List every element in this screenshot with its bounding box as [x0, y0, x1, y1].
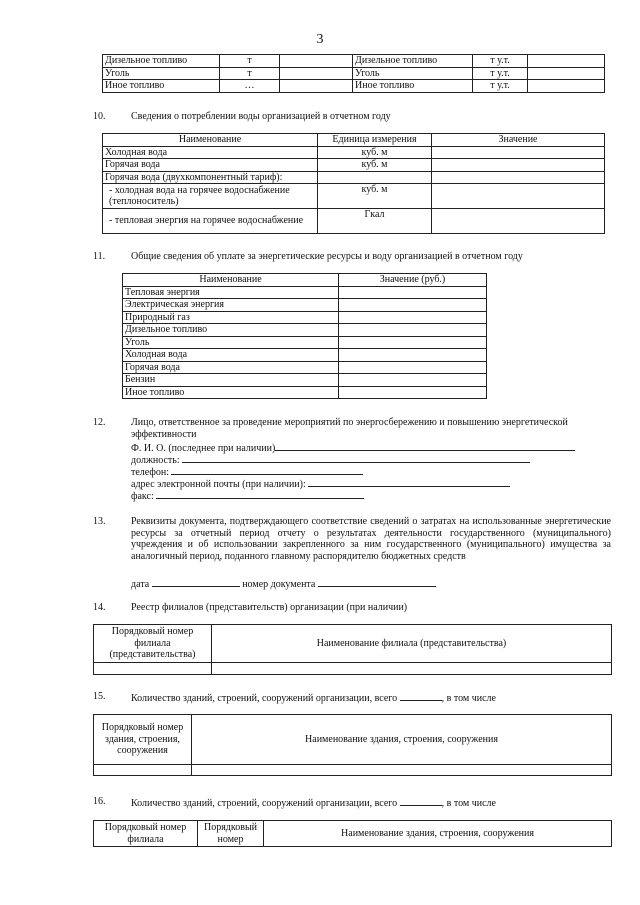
section-12-title — [131, 417, 611, 429]
fuel-name-cell: Дизельное топливо — [103, 55, 220, 68]
fuel-table — [102, 54, 605, 93]
fuel-value-cell — [528, 67, 605, 80]
section-15-title-a: Количество зданий, строений, сооружений организации, всего — [131, 693, 398, 704]
payment-value-cell — [339, 386, 487, 399]
branch-registry-table — [93, 624, 612, 675]
fuel-unit-cell: т — [220, 55, 280, 68]
water-value-cell — [432, 159, 605, 172]
position-input-line[interactable] — [182, 453, 530, 463]
section-14-number: 14. — [93, 602, 106, 613]
table-row — [123, 361, 487, 374]
water-name-cell: Холодная вода — [103, 146, 318, 159]
table-row — [103, 209, 605, 234]
date-label: дата — [131, 579, 150, 590]
water-name-cell: - тепловая энергия на горячее водоснабжение — [103, 209, 318, 234]
branch-name-cell — [212, 663, 612, 675]
payment-value-cell — [339, 286, 487, 299]
phone-label: телефон: — [131, 467, 169, 478]
buildings-table — [93, 714, 612, 776]
water-unit-cell: Гкал — [318, 209, 432, 234]
section-15-title — [131, 691, 496, 705]
table-header-row — [94, 821, 612, 847]
table-row — [123, 286, 487, 299]
water-value-cell — [432, 171, 605, 184]
branch-buildings-table — [93, 820, 612, 847]
table-row — [94, 663, 612, 675]
fuel-unit-cell: т — [220, 67, 280, 80]
fuel-value-cell — [528, 55, 605, 68]
column-header: Единица измерения — [318, 134, 432, 147]
column-header: Наименование — [123, 274, 339, 287]
section-15-title-b: , в том числе — [441, 693, 496, 704]
table-header-row — [103, 134, 605, 147]
column-header: Наименование — [103, 134, 318, 147]
section-14-title: Реестр филиалов (представительств) организации (при наличии) — [131, 602, 408, 613]
phone-input-line[interactable] — [171, 465, 363, 475]
payment-name-cell: Бензин — [123, 374, 339, 387]
fax-field[interactable] — [131, 489, 364, 503]
payment-name-cell: Тепловая энергия — [123, 286, 339, 299]
payment-name-cell: Горячая вода — [123, 361, 339, 374]
docnum-input-line[interactable] — [318, 577, 436, 587]
fuel-unit-cell: … — [220, 80, 280, 93]
column-header: Порядковый номер — [198, 821, 264, 847]
payment-value-cell — [339, 311, 487, 324]
fuel-name-cell: Дизельное топливо — [353, 55, 473, 68]
water-unit-cell: куб. м — [318, 146, 432, 159]
water-value-cell — [432, 146, 605, 159]
table-row — [123, 311, 487, 324]
section-12-title-line1: Лицо, ответственное за проведение мероприятий по энергосбережению и повышению энергетической — [131, 417, 568, 428]
table-row — [103, 184, 605, 209]
fio-label: Ф. И. О. (последнее при наличии) — [131, 443, 276, 454]
fuel-name-cell: Уголь — [103, 67, 220, 80]
water-unit-cell: куб. м — [318, 159, 432, 172]
section-16-number: 16. — [93, 796, 106, 807]
date-input-line[interactable] — [152, 577, 240, 587]
email-label: адрес электронной почты (при наличии): — [131, 479, 306, 490]
energy-payment-table — [122, 273, 487, 399]
payment-name-cell: Уголь — [123, 336, 339, 349]
table-row — [94, 765, 612, 776]
docnum-label: номер документа — [242, 579, 316, 590]
section-16-title — [131, 796, 496, 810]
fuel-name-cell: Уголь — [353, 67, 473, 80]
payment-name-cell: Холодная вода — [123, 349, 339, 362]
table-row — [123, 349, 487, 362]
water-name-cell: Горячая вода — [103, 159, 318, 172]
water-consumption-table — [102, 133, 605, 234]
table-row — [123, 374, 487, 387]
fuel-value-cell — [280, 55, 353, 68]
section-16-title-b: , в том числе — [441, 798, 496, 809]
payment-value-cell — [339, 324, 487, 337]
fuel-unit-cell: т у.т. — [473, 55, 528, 68]
column-header: Наименование филиала (представительства) — [212, 625, 612, 663]
section-16-title-a: Количество зданий, строений, сооружений организации, всего — [131, 798, 398, 809]
table-header-row — [94, 715, 612, 765]
page-number: 3 — [316, 32, 324, 47]
section-13-text: Реквизиты документа, подтверждающего соответствие сведений о затратах на использованные энергетические ресурсы за отчетный период отчету о результатах деятельности государственного (муниципального) учреждения и об использовании закрепленного за ним государственного (муниципального) имущества за аналогичный период, поданного главному распорядителю бюджетных средств — [131, 516, 611, 562]
payment-name-cell: Дизельное топливо — [123, 324, 339, 337]
section-11-number: 11. — [93, 251, 106, 262]
table-row — [103, 159, 605, 172]
column-header: Наименование здания, строения, сооружения — [192, 715, 612, 765]
water-name-cell: Горячая вода (двухкомпонентный тариф): — [103, 171, 318, 184]
table-header-row — [123, 274, 487, 287]
payment-value-cell — [339, 336, 487, 349]
column-header: Порядковый номер здания, строения, сооружения — [94, 715, 192, 765]
fuel-unit-cell: т у.т. — [473, 67, 528, 80]
building-number-cell — [94, 765, 192, 776]
water-unit-cell — [318, 171, 432, 184]
section-15-number: 15. — [93, 691, 106, 702]
document-requisites-fields — [131, 577, 436, 591]
fax-input-line[interactable] — [156, 489, 364, 499]
column-header: Порядковый номер филиала (представительства) — [94, 625, 212, 663]
water-value-cell — [432, 184, 605, 209]
fax-label: факс: — [131, 491, 154, 502]
payment-value-cell — [339, 374, 487, 387]
fuel-value-cell — [528, 80, 605, 93]
fuel-name-cell: Иное топливо — [353, 80, 473, 93]
table-row — [103, 146, 605, 159]
buildings-count-input-line[interactable] — [400, 691, 442, 701]
water-value-cell — [432, 209, 605, 234]
payment-name-cell: Природный газ — [123, 311, 339, 324]
table-row — [103, 171, 605, 184]
table-header-row — [94, 625, 612, 663]
fuel-unit-cell: т у.т. — [473, 80, 528, 93]
water-name-cell: - холодная вода на горячее водоснабжение (теплоноситель) — [103, 184, 318, 209]
section-10-number: 10. — [93, 111, 106, 122]
section-12-number: 12. — [93, 417, 106, 428]
section-13-number: 13. — [93, 516, 106, 527]
column-header: Значение (руб.) — [339, 274, 487, 287]
column-header: Значение — [432, 134, 605, 147]
position-label: должность: — [131, 455, 180, 466]
payment-name-cell: Электрическая энергия — [123, 299, 339, 312]
payment-value-cell — [339, 299, 487, 312]
branch-number-cell — [94, 663, 212, 675]
table-row — [103, 67, 605, 80]
building-name-cell — [192, 765, 612, 776]
column-header: Наименование здания, строения, сооружения — [264, 821, 612, 847]
table-row — [123, 386, 487, 399]
payment-value-cell — [339, 349, 487, 362]
water-unit-cell: куб. м — [318, 184, 432, 209]
section-10-title: Сведения о потреблении воды организацией в отчетном году — [131, 111, 391, 122]
fuel-name-cell: Иное топливо — [103, 80, 220, 93]
table-row — [123, 299, 487, 312]
buildings-count-input-line[interactable] — [400, 796, 442, 806]
fuel-value-cell — [280, 80, 353, 93]
table-row — [103, 55, 605, 68]
section-11-title: Общие сведения об уплате за энергетические ресурсы и воду организацией в отчетном году — [131, 251, 523, 262]
payment-name-cell: Иное топливо — [123, 386, 339, 399]
section-12-title-line2: эффективности — [131, 429, 197, 440]
table-row — [123, 336, 487, 349]
fio-input-line[interactable] — [275, 441, 575, 451]
email-input-line[interactable] — [308, 477, 510, 487]
column-header: Порядковый номер филиала — [94, 821, 198, 847]
table-row — [103, 80, 605, 93]
fuel-value-cell — [280, 67, 353, 80]
payment-value-cell — [339, 361, 487, 374]
table-row — [123, 324, 487, 337]
